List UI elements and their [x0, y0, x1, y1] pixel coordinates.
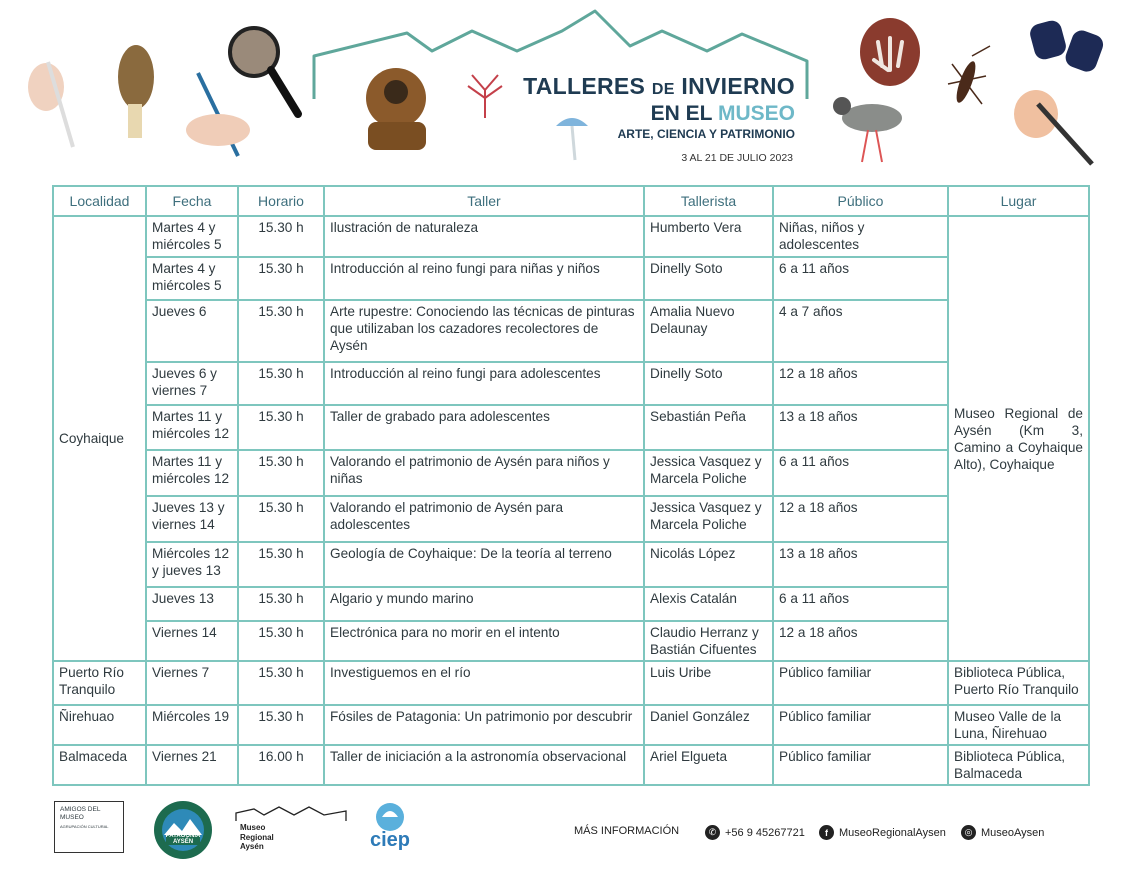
tallerista-cell: Jessica Vasquez y Marcela Poliche: [644, 450, 773, 496]
publico-cell: 6 a 11 años: [773, 257, 948, 300]
lugar-cell: Museo Valle de la Luna, Ñirehuao: [948, 705, 1089, 745]
more-info-label: MÁS INFORMACIÓN: [574, 825, 680, 837]
localidad-cell: Ñirehuao: [53, 705, 146, 745]
horario-cell: 15.30 h: [238, 450, 324, 496]
facebook-icon: f: [819, 825, 834, 840]
horario-cell: 15.30 h: [238, 587, 324, 621]
seaweed-icon: [462, 70, 508, 120]
horario-cell: 15.30 h: [238, 542, 324, 587]
fecha-cell: Viernes 21: [146, 745, 238, 785]
instagram-link[interactable]: ◎ MuseoAysen: [961, 825, 1044, 840]
tallerista-cell: Luis Uribe: [644, 661, 773, 705]
instagram-icon: ◎: [961, 825, 976, 840]
publico-cell: Público familiar: [773, 661, 948, 705]
taller-cell: Geología de Coyhaique: De la teoría al terreno: [324, 542, 644, 587]
taller-cell: Electrónica para no morir en el intento: [324, 621, 644, 661]
horario-cell: 15.30 h: [238, 496, 324, 542]
header-taller: Taller: [324, 186, 644, 216]
patagonia-logo-text: PATAGONIA AYSÉN: [165, 833, 201, 845]
header-horario: Horario: [238, 186, 324, 216]
morel-mushroom-icon: [108, 42, 163, 142]
publico-cell: 4 a 7 años: [773, 300, 948, 362]
table-row: [53, 405, 1089, 450]
table-row: [53, 362, 1089, 405]
taller-cell: Valorando el patrimonio de Aysén para niños y niñas: [324, 450, 644, 496]
publico-cell: 12 a 18 años: [773, 621, 948, 661]
table-row: [53, 496, 1089, 542]
taller-cell: Ilustración de naturaleza: [324, 216, 644, 257]
fecha-cell: Martes 4 y miércoles 5: [146, 257, 238, 300]
whatsapp-icon: ✆: [705, 825, 720, 840]
table-row: [53, 542, 1089, 587]
tallerista-cell: Nicolás López: [644, 542, 773, 587]
horario-cell: 15.30 h: [238, 621, 324, 661]
publico-cell: Público familiar: [773, 705, 948, 745]
taller-cell: Introducción al reino fungi para niñas y niños: [324, 257, 644, 300]
diving-helmet-icon: [362, 62, 432, 154]
horario-cell: 15.30 h: [238, 661, 324, 705]
tallerista-cell: Ariel Elgueta: [644, 745, 773, 785]
taller-cell: Algario y mundo marino: [324, 587, 644, 621]
subtitle: ARTE, CIENCIA Y PATRIMONIO: [617, 127, 795, 141]
event-dates: 3 AL 21 DE JULIO 2023: [681, 152, 793, 164]
publico-cell: Niñas, niños y adolescentes: [773, 216, 948, 257]
table-row: [53, 450, 1089, 496]
fecha-cell: Martes 11 y miércoles 12: [146, 450, 238, 496]
table-row: [53, 661, 1089, 705]
tallerista-cell: Sebastián Peña: [644, 405, 773, 450]
page-header: [0, 0, 1140, 182]
publico-cell: 6 a 11 años: [773, 450, 948, 496]
localidad-cell: Puerto Río Tranquilo: [53, 661, 146, 705]
horario-cell: 15.30 h: [238, 405, 324, 450]
horario-cell: 15.30 h: [238, 362, 324, 405]
fecha-cell: Jueves 13: [146, 587, 238, 621]
tallerista-cell: Humberto Vera: [644, 216, 773, 257]
localidad-cell: Balmaceda: [53, 745, 146, 785]
taller-cell: Fósiles de Patagonia: Un patrimonio por descubrir: [324, 705, 644, 745]
publico-cell: 13 a 18 años: [773, 405, 948, 450]
publico-cell: 12 a 18 años: [773, 496, 948, 542]
table-row: [53, 587, 1089, 621]
tallerista-cell: Amalia Nuevo Delaunay: [644, 300, 773, 362]
fecha-cell: Martes 11 y miércoles 12: [146, 405, 238, 450]
taller-cell: Valorando el patrimonio de Aysén para adolescentes: [324, 496, 644, 542]
lugar-cell: Biblioteca Pública, Balmaceda: [948, 745, 1089, 785]
publico-cell: 12 a 18 años: [773, 362, 948, 405]
page-footer: [0, 795, 1140, 875]
tallerista-cell: Dinelly Soto: [644, 362, 773, 405]
taller-cell: Taller de grabado para adolescentes: [324, 405, 644, 450]
tallerista-cell: Alexis Catalán: [644, 587, 773, 621]
fecha-cell: Miércoles 12 y jueves 13: [146, 542, 238, 587]
taller-cell: Investiguemos en el río: [324, 661, 644, 705]
patagonia-aysen-logo-icon: [152, 799, 214, 861]
header-localidad: Localidad: [53, 186, 146, 216]
lapwing-bird-icon: [828, 92, 914, 164]
table-row: [53, 300, 1089, 362]
binoculars-icon: [1028, 12, 1114, 82]
taller-cell: Arte rupestre: Conociendo las técnicas de pinturas que utilizaban los cazadores recolectores de Aysén: [324, 300, 644, 362]
facebook-link[interactable]: f MuseoRegionalAysen: [819, 825, 946, 840]
tallerista-cell: Daniel González: [644, 705, 773, 745]
magnifier-icon: [226, 24, 306, 120]
publico-cell: Público familiar: [773, 745, 948, 785]
horario-cell: 15.30 h: [238, 705, 324, 745]
table-row: [53, 745, 1089, 785]
horario-cell: 15.30 h: [238, 300, 324, 362]
ciep-logo-icon: [368, 799, 412, 831]
taller-cell: Introducción al reino fungi para adolescentes: [324, 362, 644, 405]
pipette-hand-icon: [18, 32, 78, 152]
fecha-cell: Miércoles 19: [146, 705, 238, 745]
museo-regional-logo-text: Museo Regional Aysén: [240, 823, 274, 851]
horario-cell: 15.30 h: [238, 257, 324, 300]
tallerista-cell: Claudio Herranz y Bastián Cifuentes: [644, 621, 773, 661]
lugar-cell: Museo Regional de Aysén (Km 3, Camino a Coyhaique Alto), Coyhaique: [948, 216, 1089, 661]
fecha-cell: Viernes 14: [146, 621, 238, 661]
insect-icon: [942, 44, 994, 116]
header-publico: Público: [773, 186, 948, 216]
soldering-hand-icon: [1008, 86, 1098, 168]
fecha-cell: Jueves 6: [146, 300, 238, 362]
museo-regional-logo-icon: [234, 803, 348, 823]
table-row: [53, 216, 1089, 257]
horario-cell: 15.30 h: [238, 216, 324, 257]
tallerista-cell: Jessica Vasquez y Marcela Poliche: [644, 496, 773, 542]
table-header-row: [53, 186, 1089, 216]
fecha-cell: Jueves 6 y viernes 7: [146, 362, 238, 405]
publico-cell: 13 a 18 años: [773, 542, 948, 587]
taller-cell: Taller de iniciación a la astronomía observacional: [324, 745, 644, 785]
publico-cell: 6 a 11 años: [773, 587, 948, 621]
title-line-2: EN EL MUSEO: [650, 102, 795, 125]
title-line-1: TALLERES DE INVIERNO: [523, 73, 795, 99]
fecha-cell: Martes 4 y miércoles 5: [146, 216, 238, 257]
rock-art-hand-icon: [858, 16, 922, 88]
table-row: [53, 621, 1089, 661]
horario-cell: 16.00 h: [238, 745, 324, 785]
lugar-cell: Biblioteca Pública, Puerto Río Tranquilo: [948, 661, 1089, 705]
fecha-cell: Viernes 7: [146, 661, 238, 705]
schedule-table: [52, 185, 1090, 786]
header-lugar: Lugar: [948, 186, 1089, 216]
localidad-cell: Coyhaique: [53, 216, 146, 661]
phone-contact[interactable]: ✆ +56 9 45267721: [705, 825, 805, 840]
header-fecha: Fecha: [146, 186, 238, 216]
table-row: [53, 257, 1089, 300]
amigos-del-museo-logo: AMIGOS DEL MUSEO AGRUPACIÓN CULTURAL: [54, 801, 124, 853]
header-tallerista: Tallerista: [644, 186, 773, 216]
table-row: [53, 705, 1089, 745]
fecha-cell: Jueves 13 y viernes 14: [146, 496, 238, 542]
tallerista-cell: Dinelly Soto: [644, 257, 773, 300]
event-title: [520, 74, 795, 141]
ciep-logo-text: ciep: [370, 829, 411, 851]
